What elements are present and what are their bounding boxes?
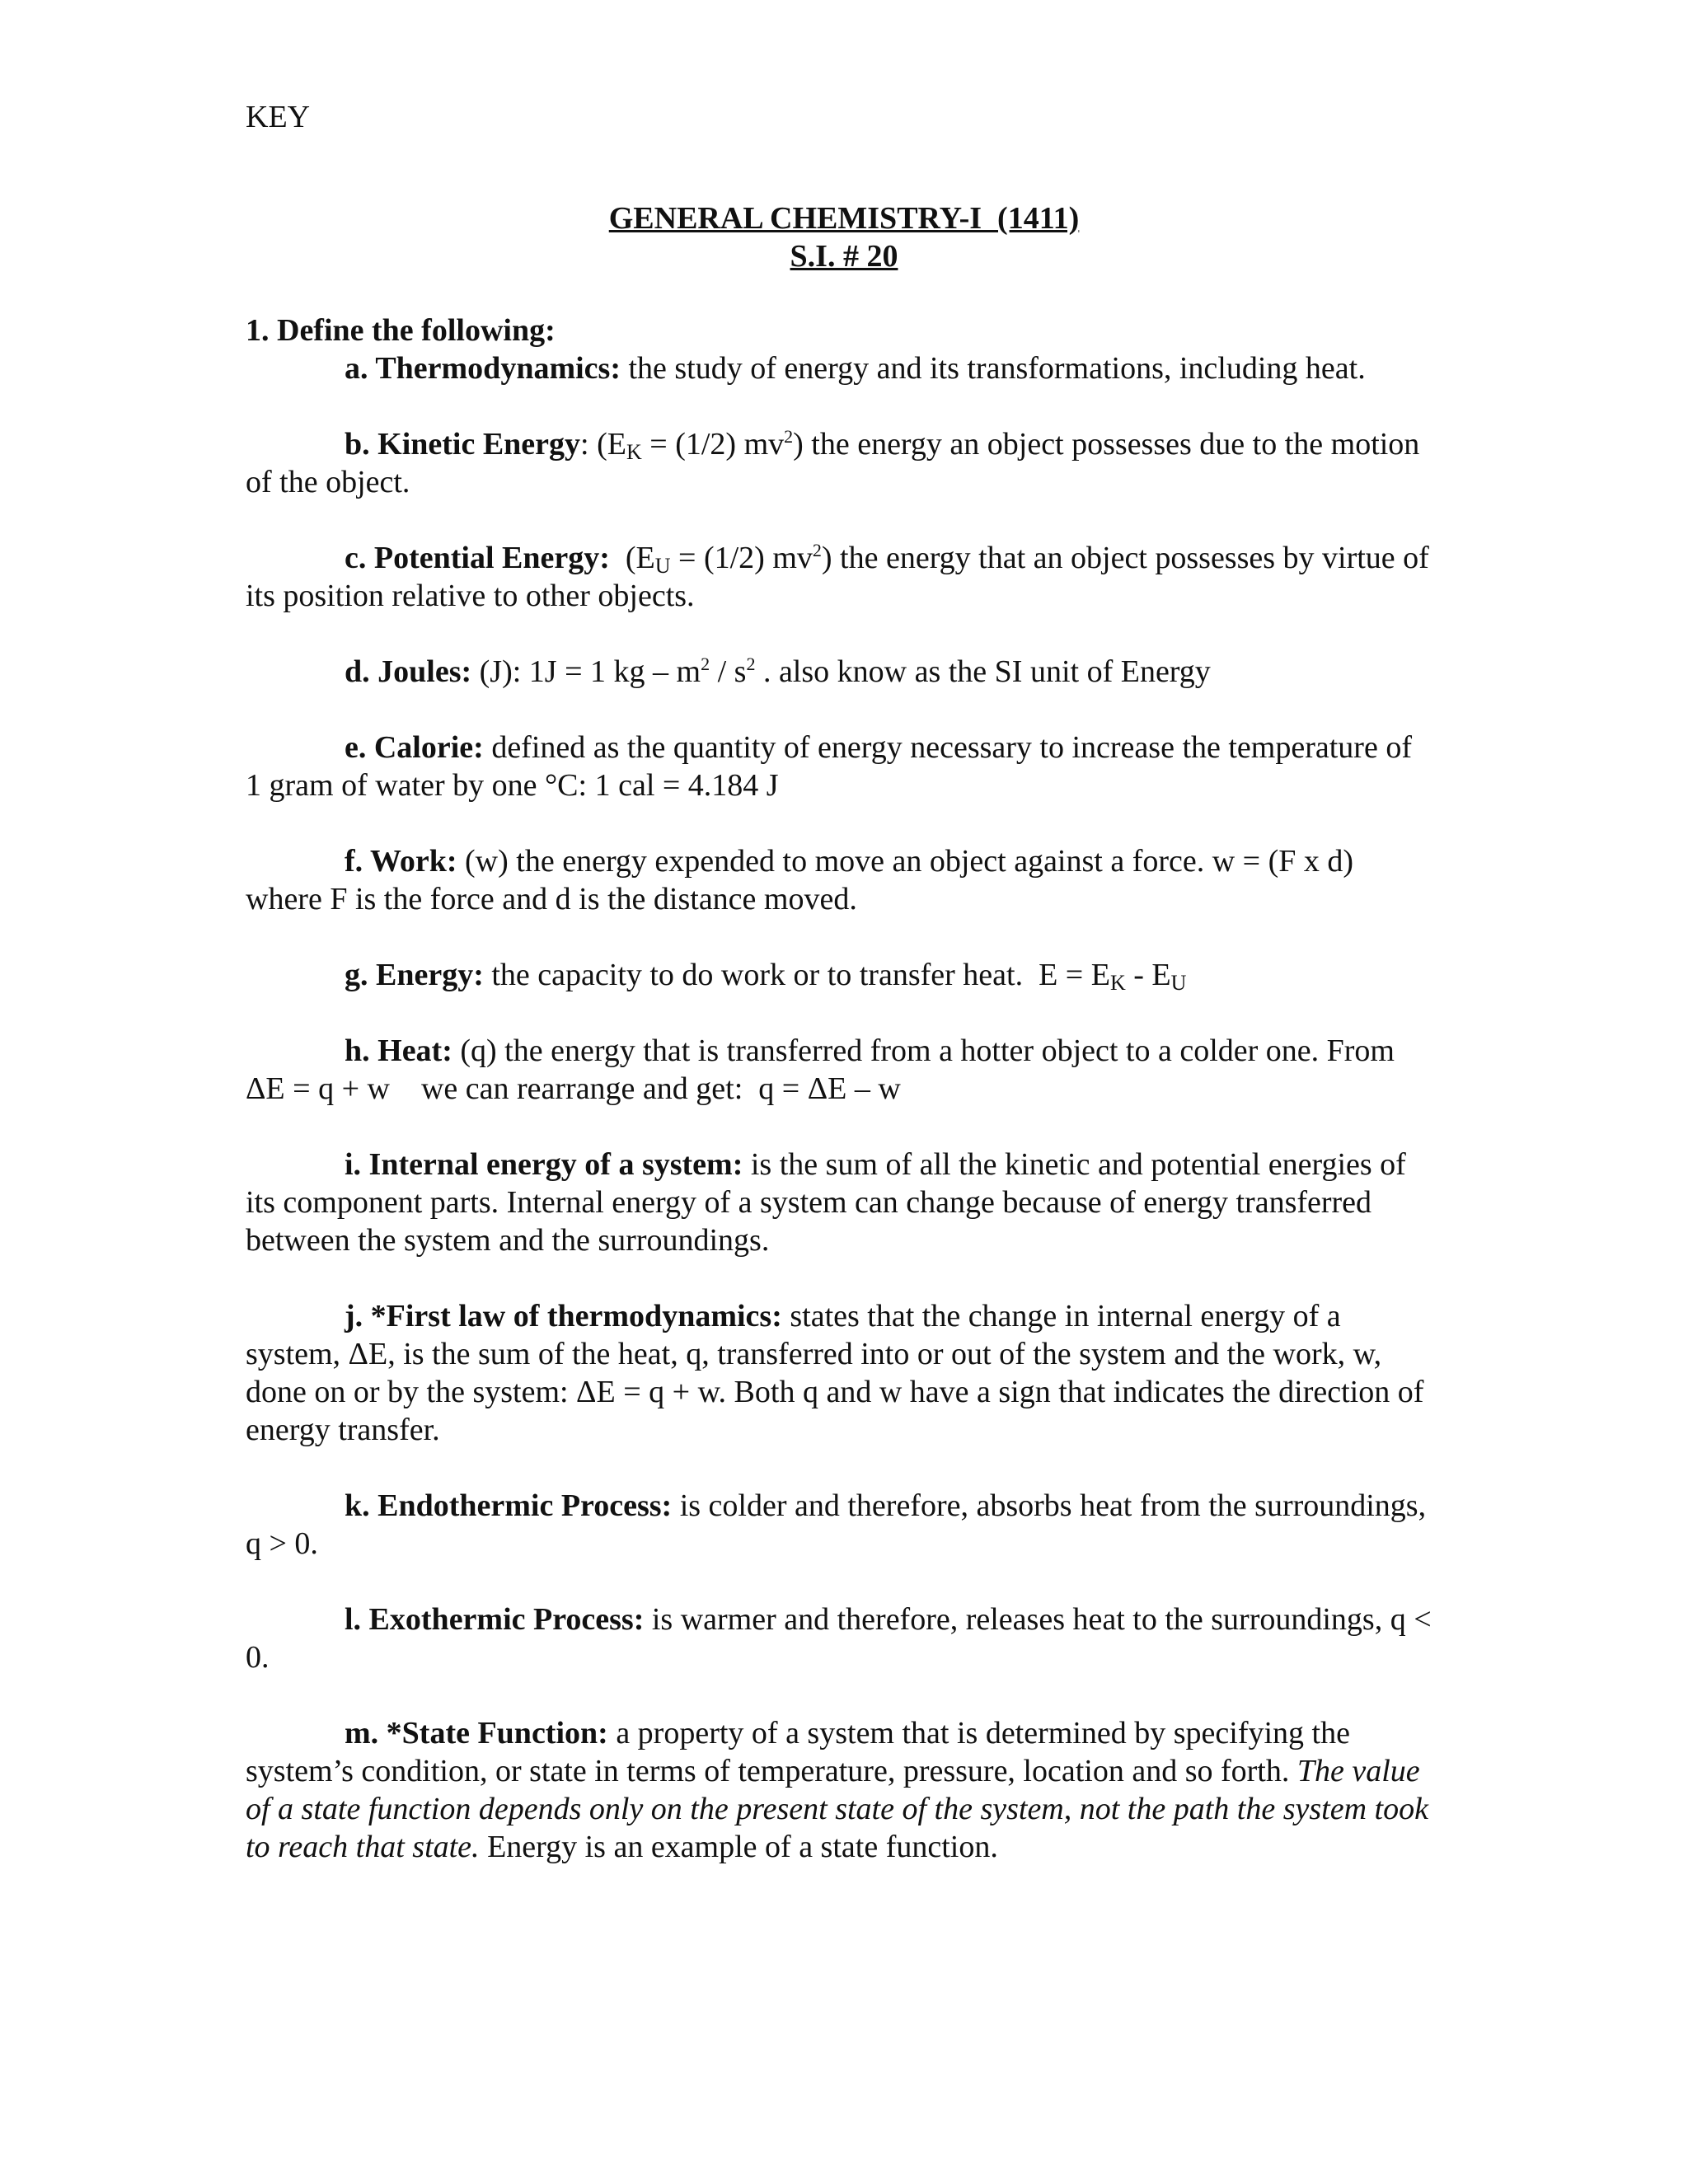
definition-i-text: is the sum of all the kinetic and potential energies of its component parts. Internal energy of a system can change because of energy transferred between the system and the surroundings. bbox=[246, 1147, 1406, 1258]
definition-g-sub2: U bbox=[1170, 971, 1187, 995]
definition-c-sup: 2 bbox=[812, 540, 822, 560]
term-m: m. *State Function: bbox=[345, 1716, 608, 1750]
definition-l-text: is warmer and therefore, releases heat to the surroundings, q < 0. bbox=[246, 1602, 1432, 1675]
definition-i bbox=[246, 1146, 1432, 1259]
definition-g-text: the capacity to do work or to transfer heat. E = E bbox=[483, 958, 1110, 992]
term-f: f. Work: bbox=[345, 844, 457, 879]
definition-c-text: ) the energy that an object possesses by virtue of its position relative to other objects. bbox=[246, 541, 1429, 613]
session-title bbox=[0, 237, 1688, 275]
definition-c-mid: = (1/2) mv bbox=[670, 541, 813, 575]
definition-c bbox=[246, 539, 1432, 615]
term-a: a. Thermodynamics: bbox=[345, 351, 621, 386]
definitions-section bbox=[246, 312, 1432, 1904]
term-e: e. Calorie: bbox=[345, 730, 484, 765]
definition-j bbox=[246, 1297, 1432, 1449]
definition-c-pre: (E bbox=[609, 541, 655, 575]
definition-k-text: is colder and therefore, absorbs heat from the surroundings, q > 0. bbox=[246, 1488, 1427, 1561]
term-c: c. Potential Energy: bbox=[345, 541, 610, 575]
definition-d-pre: (J): 1J = 1 kg – m bbox=[471, 654, 701, 689]
definition-g-mid: - E bbox=[1125, 958, 1171, 992]
definition-b-text: ) the energy an object possesses due to the motion of the object. bbox=[246, 427, 1420, 499]
definition-a-text: the study of energy and its transformations, including heat. bbox=[620, 351, 1366, 386]
course-title bbox=[0, 199, 1688, 237]
term-h: h. Heat: bbox=[345, 1033, 452, 1068]
term-b: b. Kinetic Energy bbox=[345, 427, 581, 462]
definition-g bbox=[246, 956, 1432, 994]
term-j: j. *First law of thermodynamics: bbox=[345, 1299, 782, 1333]
session-title-text: S.I. # 20 bbox=[790, 239, 898, 274]
question-heading: 1. Define the following: bbox=[246, 313, 556, 348]
term-l: l. Exothermic Process: bbox=[345, 1602, 645, 1637]
definition-j-text: states that the change in internal energy of a system, ΔE, is the sum of the heat, q, transferred into or out of the system and the work, w, done on or by the system: ΔE = q + w. Both q and w have a sign that indicates the direction of energy transfer. bbox=[246, 1299, 1424, 1447]
definition-m bbox=[246, 1714, 1432, 1866]
definition-m-post: Energy is an example of a state function. bbox=[479, 1830, 998, 1864]
definition-f-text: (w) the energy expended to move an object against a force. w = (F x d) where F is the force and d is the distance moved. bbox=[246, 844, 1354, 916]
definition-l bbox=[246, 1601, 1432, 1676]
definition-d-mid: / s bbox=[710, 654, 747, 689]
definition-m-italic: The value of a state function depends only on the present state of the system, not the path the system took to reach that state. bbox=[246, 1754, 1428, 1864]
definition-b-mid: = (1/2) mv bbox=[641, 427, 785, 462]
definition-b bbox=[246, 425, 1432, 501]
term-k: k. Endothermic Process: bbox=[345, 1488, 673, 1523]
key-label: KEY bbox=[246, 100, 311, 134]
definition-e-text: defined as the quantity of energy necessary to increase the temperature of 1 gram of water by one °C: 1 cal = 4.184 J bbox=[246, 730, 1412, 803]
definition-m-text: a property of a system that is determined by specifying the system’s condition, or state in terms of temperature, pressure, location and so forth. bbox=[246, 1716, 1350, 1788]
definition-d bbox=[246, 653, 1432, 691]
term-g: g. Energy: bbox=[345, 958, 484, 992]
term-d: d. Joules: bbox=[345, 654, 472, 689]
definition-b-pre: : (E bbox=[580, 427, 626, 462]
definition-h-text: (q) the energy that is transferred from a hotter object to a colder one. From ΔE = q + w we can rearrange and get: q = ΔE – w bbox=[246, 1033, 1403, 1106]
definition-f bbox=[246, 842, 1432, 918]
definition-h bbox=[246, 1032, 1432, 1108]
definition-e bbox=[246, 729, 1432, 804]
course-title-text: GENERAL CHEMISTRY-I (1411) bbox=[608, 201, 1080, 236]
term-i: i. Internal energy of a system: bbox=[345, 1147, 743, 1182]
definition-d-text: . also know as the SI unit of Energy bbox=[755, 654, 1211, 689]
definition-c-sub: U bbox=[654, 554, 671, 578]
definition-k bbox=[246, 1487, 1432, 1563]
definition-a bbox=[246, 349, 1432, 387]
definition-d-sup2: 2 bbox=[746, 654, 756, 674]
definition-b-sup: 2 bbox=[784, 426, 794, 447]
definition-g-sub1: K bbox=[1109, 971, 1126, 995]
definition-d-sup1: 2 bbox=[701, 654, 710, 674]
definition-b-sub: K bbox=[626, 440, 642, 464]
